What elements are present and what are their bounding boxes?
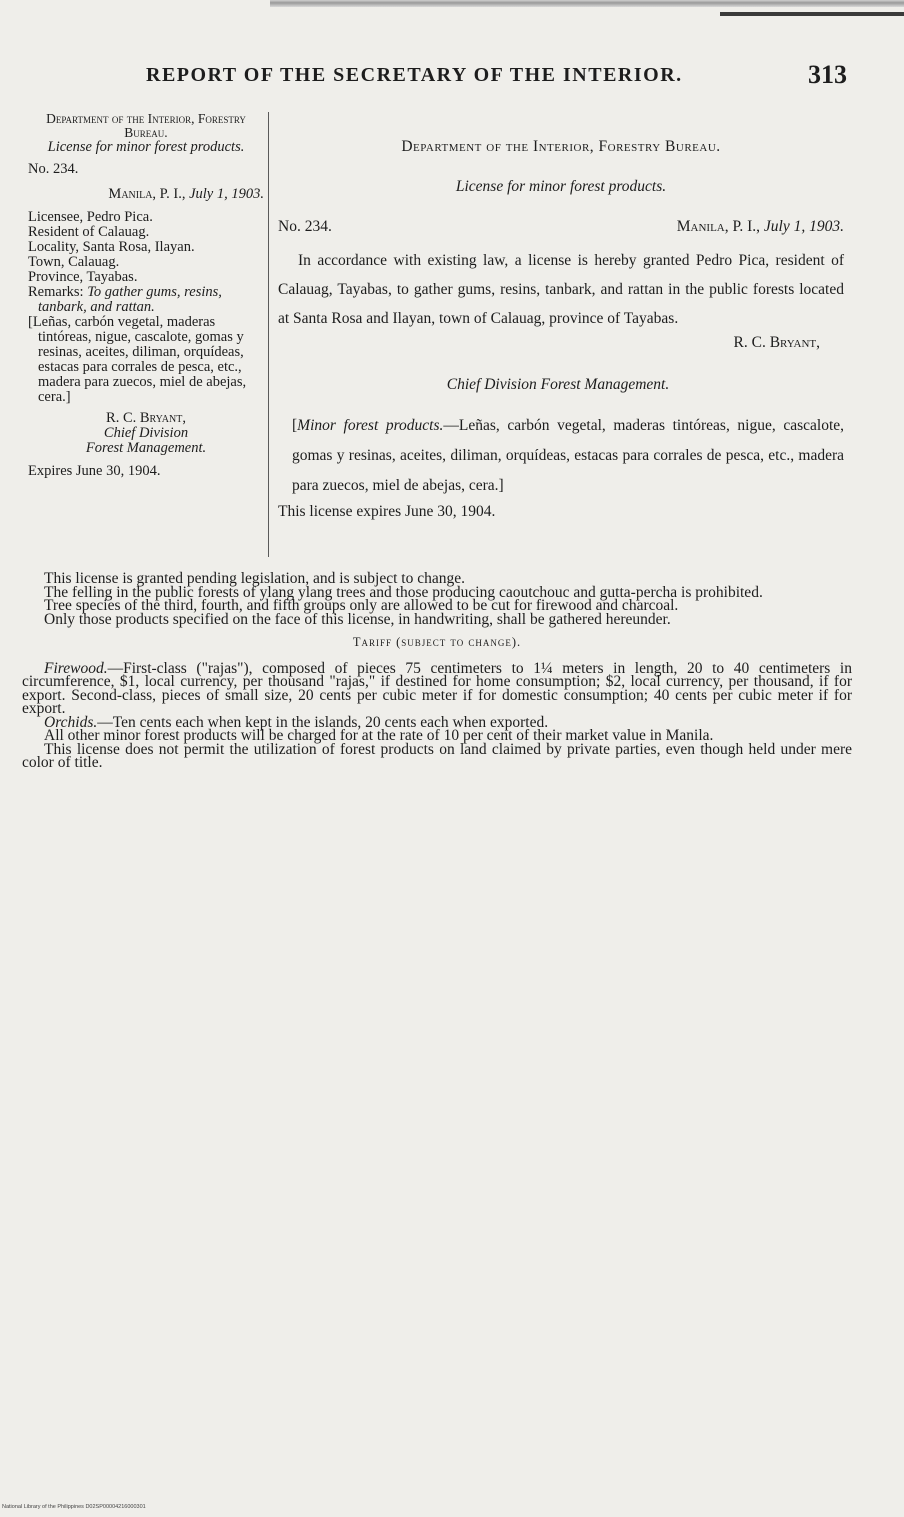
page-top-rule xyxy=(270,0,904,7)
condition-specified-products: Only those products specified on the face of this license, in handwriting, shall be gathered hereunder. xyxy=(44,610,671,628)
tariff-orchids-label: Orchids. xyxy=(44,713,98,731)
license-products-open: [ xyxy=(292,417,298,434)
license-signer-title: Chief Division Forest Management. xyxy=(446,376,670,393)
stub-signature xyxy=(28,411,264,456)
license-body: In accordance with existing law, a license is hereby granted Pedro Pica, resident of Calauag, Tayabas, to gather gums, resins, tanbark, and rattan in the public forests located at Santa Rosa and Ilayan, town of Calauag, province of Tayabas. xyxy=(278,252,844,327)
stub-remarks-label: Remarks: xyxy=(28,284,88,300)
license-expires: This license expires June 30, 1904. xyxy=(278,503,496,520)
license-date: July 1, 1903. xyxy=(763,218,844,235)
page-top-rule-dark xyxy=(720,12,904,16)
stub-remarks xyxy=(28,285,264,315)
stub-divider xyxy=(268,112,269,557)
stub-title: License for minor forest products. xyxy=(47,139,245,155)
license-place: Manila, P. I., xyxy=(676,218,764,235)
license-products-text: —Leñas, carbón vegetal, maderas tintóreas, nigue, cascalote, gomas y resinas, aceites, diliman, orquídeas, estacas para corrales de pesca, etc., madera para zuecos, miel de abejas, cera.] xyxy=(292,417,844,494)
stub-number: No. 234. xyxy=(28,161,79,177)
stub-date: July 1, 1903. xyxy=(189,186,264,202)
license-number-row xyxy=(278,218,844,236)
page-number: 313 xyxy=(808,60,847,89)
stub-fields xyxy=(28,210,264,405)
stub-locality: Locality, Santa Rosa, Ilayan. xyxy=(28,239,195,255)
stub-town: Town, Calauag. xyxy=(28,254,120,270)
condition-pending: This license is granted pending legislation, and is subject to change. xyxy=(44,570,465,587)
stub-signer-title-2: Forest Management. xyxy=(85,440,207,456)
condition-felling: The felling in the public forests of ylang ylang trees and those producing caoutchouc and gutta-percha is prohibited. xyxy=(44,583,763,601)
tariff-firewood-label: Firewood. xyxy=(44,659,108,677)
stub-resident: Resident of Calauag. xyxy=(28,224,150,240)
tariff-other-products: All other minor forest products will be charged for at the rate of 10 per cent of their market value in Manila. xyxy=(44,727,714,744)
license-form xyxy=(278,112,844,521)
license-signer: R. C. Bryant, xyxy=(733,334,820,351)
stub-province: Province, Tayabas. xyxy=(28,269,138,285)
stub-signer: R. C. Bryant, xyxy=(106,410,186,426)
tariff-firewood xyxy=(22,659,852,717)
license-number: No. 234. xyxy=(278,218,332,235)
stub-department: Department of the Interior, Forestry Bureau. xyxy=(46,111,246,140)
license-signature xyxy=(278,333,844,395)
stub-expires: Expires June 30, 1904. xyxy=(28,463,161,479)
stub-licensee: Licensee, Pedro Pica. xyxy=(28,209,153,225)
license-products xyxy=(278,411,844,501)
scan-source-footer: National Library of the Philippines D02SP00004216000301 xyxy=(2,1504,146,1510)
stub-signer-title-1: Chief Division xyxy=(103,425,189,441)
license-place-date xyxy=(677,218,844,236)
stub-remarks-text: To gather gums, resins, tanbark, and rattan. xyxy=(38,284,222,315)
tariff-heading: Tariff (subject to change). xyxy=(352,635,522,649)
license-title: License for minor forest products. xyxy=(455,178,667,195)
condition-private-land: This license does not permit the utilization of forest products on land claimed by private parties, even though held under mere color of title. xyxy=(22,740,852,771)
stub-products: [Leñas, carbón vegetal, maderas tintóreas, nigue, cascalote, gomas y resinas, aceites, diliman, orquídeas, estacas para corrales de pesca, etc., madera para zuecos, miel de abejas, cera.] xyxy=(28,314,247,405)
running-head: REPORT OF THE SECRETARY OF THE INTERIOR. xyxy=(146,64,683,86)
license-department: Department of the Interior, Forestry Bureau. xyxy=(401,138,721,155)
stub-place-date xyxy=(28,187,264,202)
condition-tree-species: Tree species of the third, fourth, and fifth groups only are allowed to be cut for firewood and charcoal. xyxy=(44,597,679,614)
license-stub xyxy=(28,112,264,479)
tariff-firewood-text: —First-class ("rajas"), composed of pieces 75 centimeters to 1¼ meters in length, 20 to 40 centimeters in circumference, $1, local currency, per thousand "rajas," if destined for home consumption; $2, local currency, per thousand, if for export. Second-class, pieces of small size, 20 cents per cubic meter if for domestic consumption; 40 cents per cubic meter if for export. xyxy=(22,659,852,717)
license-products-label: Minor forest products. xyxy=(297,417,444,434)
license-conditions xyxy=(22,572,852,770)
stub-place: Manila, P. I., xyxy=(108,186,190,202)
tariff-orchids-text: —Ten cents each when kept in the islands, 20 cents each when exported. xyxy=(97,713,549,731)
